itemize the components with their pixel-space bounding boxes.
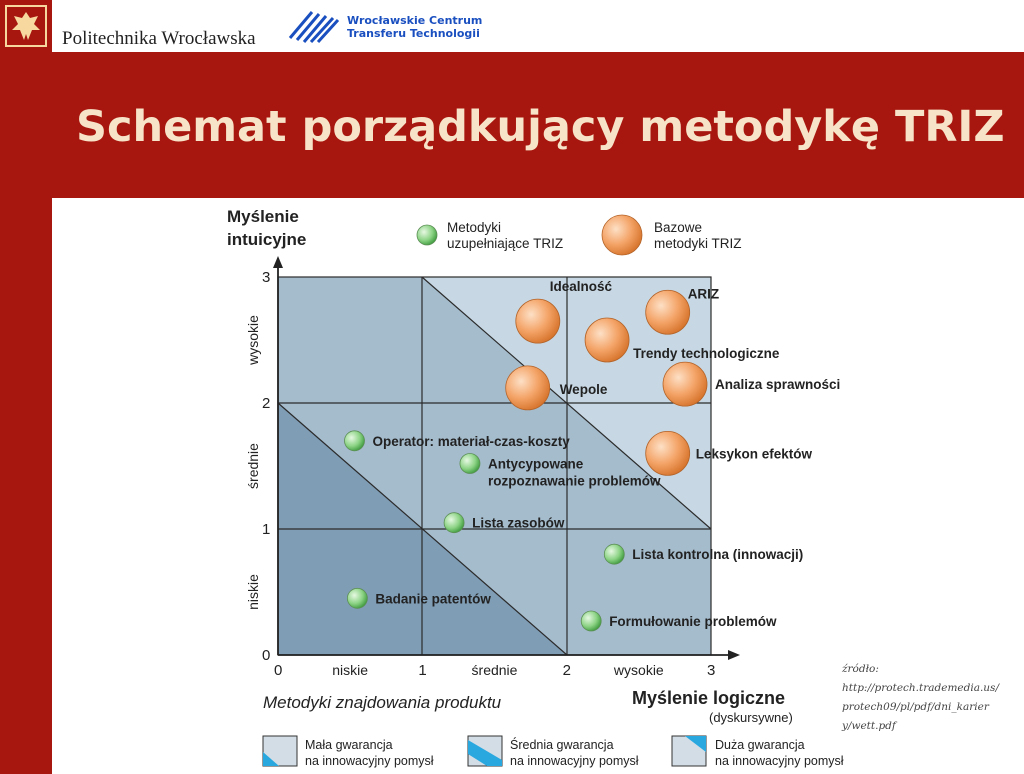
transfer-center-name — [347, 14, 482, 40]
y-category-label: średnie — [245, 443, 261, 489]
legend-supplementary-line2: uzupełniające TRIZ — [447, 236, 564, 251]
legend-base-line1: Bazowe — [654, 220, 703, 235]
legend-large-line2: na innowacyjny pomysł — [715, 754, 844, 768]
source-url-line3[interactable]: y/wett.pdf — [842, 720, 896, 732]
y-tick-label: 0 — [262, 647, 271, 664]
legend-supplementary-marker — [417, 225, 437, 245]
university-logo — [0, 0, 52, 52]
x-category-label: wysokie — [613, 662, 664, 678]
x-tick-label: 3 — [706, 662, 716, 679]
supplementary-marker — [347, 588, 367, 608]
left-red-strip — [0, 52, 52, 774]
supplementary-label: Antycypowane — [487, 456, 584, 472]
university-name: Politechnika Wrocławska — [62, 28, 256, 49]
supplementary-label: Operator: materiał-czas-koszty — [372, 433, 570, 449]
base-label: Analiza sprawności — [715, 377, 841, 393]
base-marker — [646, 431, 690, 475]
x-axis-arrow-icon — [728, 650, 740, 660]
supplementary-method — [604, 544, 803, 564]
supplementary-method — [581, 611, 777, 631]
source-url-line1[interactable]: http://protech.trademedia.us/ — [842, 682, 999, 694]
supplementary-marker — [460, 453, 480, 473]
legend-top — [417, 215, 742, 255]
supplementary-label: Formułowanie problemów — [609, 613, 777, 629]
slide-title: Schemat porządkujący metodykę TRIZ — [76, 102, 1005, 152]
x-axis-left-title: Metodyki znajdowania produktu — [263, 693, 502, 712]
y-tick-label: 3 — [262, 269, 271, 286]
x-tick-label: 0 — [274, 662, 283, 679]
transfer-center-logo-icon — [286, 8, 342, 44]
source-note — [842, 660, 1024, 736]
base-marker — [506, 366, 550, 410]
supplementary-marker — [444, 513, 464, 533]
supplementary-label: Badanie patentów — [375, 591, 491, 607]
transfer-center-line2: Transferu Technologii — [347, 27, 480, 40]
title-bar — [52, 52, 1024, 198]
y-tick-label: 2 — [262, 395, 271, 412]
eagle-crest-icon — [0, 0, 52, 52]
legend-supplementary-line1: Metodyki — [447, 220, 502, 235]
x-category-label: niskie — [332, 662, 369, 678]
supplementary-marker — [604, 544, 624, 564]
source-url-line2[interactable]: protech09/pl/pdf/dni_karier — [842, 701, 989, 713]
legend-base-marker — [602, 215, 642, 255]
base-method — [646, 431, 813, 475]
legend-medium-line1: Średnia gwarancja — [510, 738, 614, 752]
supplementary-label: Lista zasobów — [472, 515, 565, 531]
base-marker — [663, 362, 707, 406]
legend-medium-line2: na innowacyjny pomysł — [510, 754, 639, 768]
base-label: Leksykon efektów — [695, 446, 812, 462]
base-label: Wepole — [559, 381, 608, 397]
base-marker — [516, 299, 560, 343]
y-category-label: wysokie — [245, 315, 261, 365]
triz-diagram — [215, 200, 845, 774]
supplementary-marker — [581, 611, 601, 631]
y-axis-title-line1: Myślenie — [227, 207, 299, 226]
supplementary-marker — [344, 431, 364, 451]
y-axis-arrow-icon — [273, 256, 283, 268]
supplementary-label: Lista kontrolna (innowacji) — [632, 547, 804, 563]
x-tick-label: 2 — [562, 662, 572, 679]
y-axis-title-line2: intuicyjne — [227, 230, 307, 249]
x-category-label: średnie — [471, 662, 518, 678]
legend-large-line1: Duża gwarancja — [715, 738, 805, 752]
x-axis-right-title: Myślenie logiczne — [632, 688, 786, 708]
supplementary-label-line2: rozpoznawanie problemów — [487, 473, 661, 489]
base-marker — [646, 290, 690, 334]
y-tick-label: 1 — [262, 521, 271, 538]
transfer-center-line1: Wrocławskie Centrum — [347, 14, 483, 27]
legend-bottom — [263, 736, 844, 768]
legend-medium-guarantee — [468, 736, 639, 768]
legend-small-line2: na innowacyjny pomysł — [305, 754, 434, 768]
x-tick-label: 1 — [418, 662, 427, 679]
base-method — [663, 362, 840, 406]
legend-small-line1: Mała gwarancja — [305, 738, 393, 752]
base-label: ARIZ — [687, 286, 720, 302]
legend-large-guarantee — [672, 736, 844, 768]
base-label: Trendy technologiczne — [633, 346, 780, 361]
legend-base-line2: metodyki TRIZ — [654, 236, 742, 251]
x-axis-right-subtitle: (dyskursywne) — [709, 710, 793, 725]
source-label: źródło: — [842, 663, 879, 675]
supplementary-method — [344, 431, 570, 451]
base-marker — [585, 318, 629, 362]
y-category-label: niskie — [245, 574, 261, 610]
legend-small-guarantee — [263, 736, 434, 768]
base-label: Idealność — [549, 279, 613, 295]
